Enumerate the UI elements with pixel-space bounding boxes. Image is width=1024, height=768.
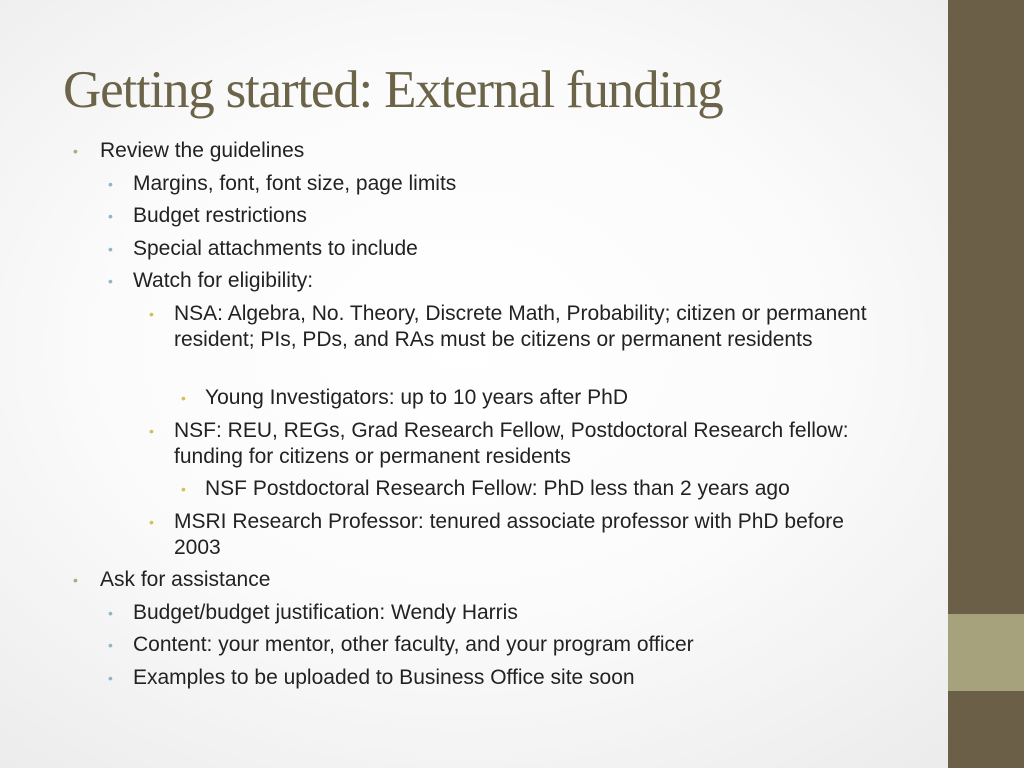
sidebar-decoration xyxy=(948,0,1024,768)
bullet-text: Young Investigators: up to 10 years after PhD xyxy=(205,386,628,409)
bullet-dot-icon: • xyxy=(108,241,113,257)
bullet-dot-icon: • xyxy=(181,481,186,497)
bullet-item xyxy=(108,171,913,197)
bullet-item xyxy=(149,301,894,353)
bullet-item xyxy=(149,418,894,470)
bullet-text: NSF: REU, REGs, Grad Research Fellow, Postdoctoral Research fellow: funding for citizens or permanent residents xyxy=(174,419,849,468)
bullet-item xyxy=(181,385,905,411)
bullet-text: Special attachments to include xyxy=(133,237,418,260)
sidebar-accent-block xyxy=(948,614,1024,691)
bullet-item xyxy=(108,600,913,626)
bullet-item xyxy=(108,665,913,691)
bullet-item xyxy=(108,268,913,294)
bullet-text: Watch for eligibility: xyxy=(133,269,314,292)
bullet-text: Content: your mentor, other faculty, and your program officer xyxy=(133,633,694,656)
bullet-text: Margins, font, font size, page limits xyxy=(133,172,457,195)
bullet-item xyxy=(108,203,913,229)
bullet-item xyxy=(108,632,913,658)
bullet-item xyxy=(73,138,920,164)
bullet-text: NSF Postdoctoral Research Fellow: PhD less than 2 years ago xyxy=(205,477,790,500)
bullet-dot-icon: • xyxy=(181,390,186,406)
bullet-dot-icon: • xyxy=(108,637,113,653)
bullet-dot-icon: • xyxy=(149,514,154,530)
bullet-text: Ask for assistance xyxy=(100,568,271,591)
bullet-text: Budget restrictions xyxy=(133,204,307,227)
bullet-text: Examples to be uploaded to Business Office site soon xyxy=(133,666,635,689)
bullet-dot-icon: • xyxy=(108,208,113,224)
bullet-dot-icon: • xyxy=(108,273,113,289)
bullet-dot-icon: • xyxy=(108,605,113,621)
bullet-text: MSRI Research Professor: tenured associate professor with PhD before 2003 xyxy=(174,510,844,559)
bullet-item xyxy=(73,567,920,593)
bullet-dot-icon: • xyxy=(108,670,113,686)
bullet-dot-icon: • xyxy=(73,572,78,588)
bullet-item xyxy=(108,236,913,262)
bullet-item xyxy=(181,476,905,502)
bullet-dot-icon: • xyxy=(73,143,78,159)
bullet-text: Review the guidelines xyxy=(100,139,305,162)
bullet-dot-icon: • xyxy=(108,176,113,192)
bullet-text: Budget/budget justification: Wendy Harris xyxy=(133,601,518,624)
bullet-dot-icon: • xyxy=(149,423,154,439)
bullet-dot-icon: • xyxy=(149,306,154,322)
slide-title: Getting started: External funding xyxy=(63,61,723,119)
bullet-text: NSA: Algebra, No. Theory, Discrete Math, Probability; citizen or permanent resident; PIs, PDs, and RAs must be citizens or permanent residents xyxy=(174,302,867,351)
bullet-item xyxy=(149,509,894,561)
